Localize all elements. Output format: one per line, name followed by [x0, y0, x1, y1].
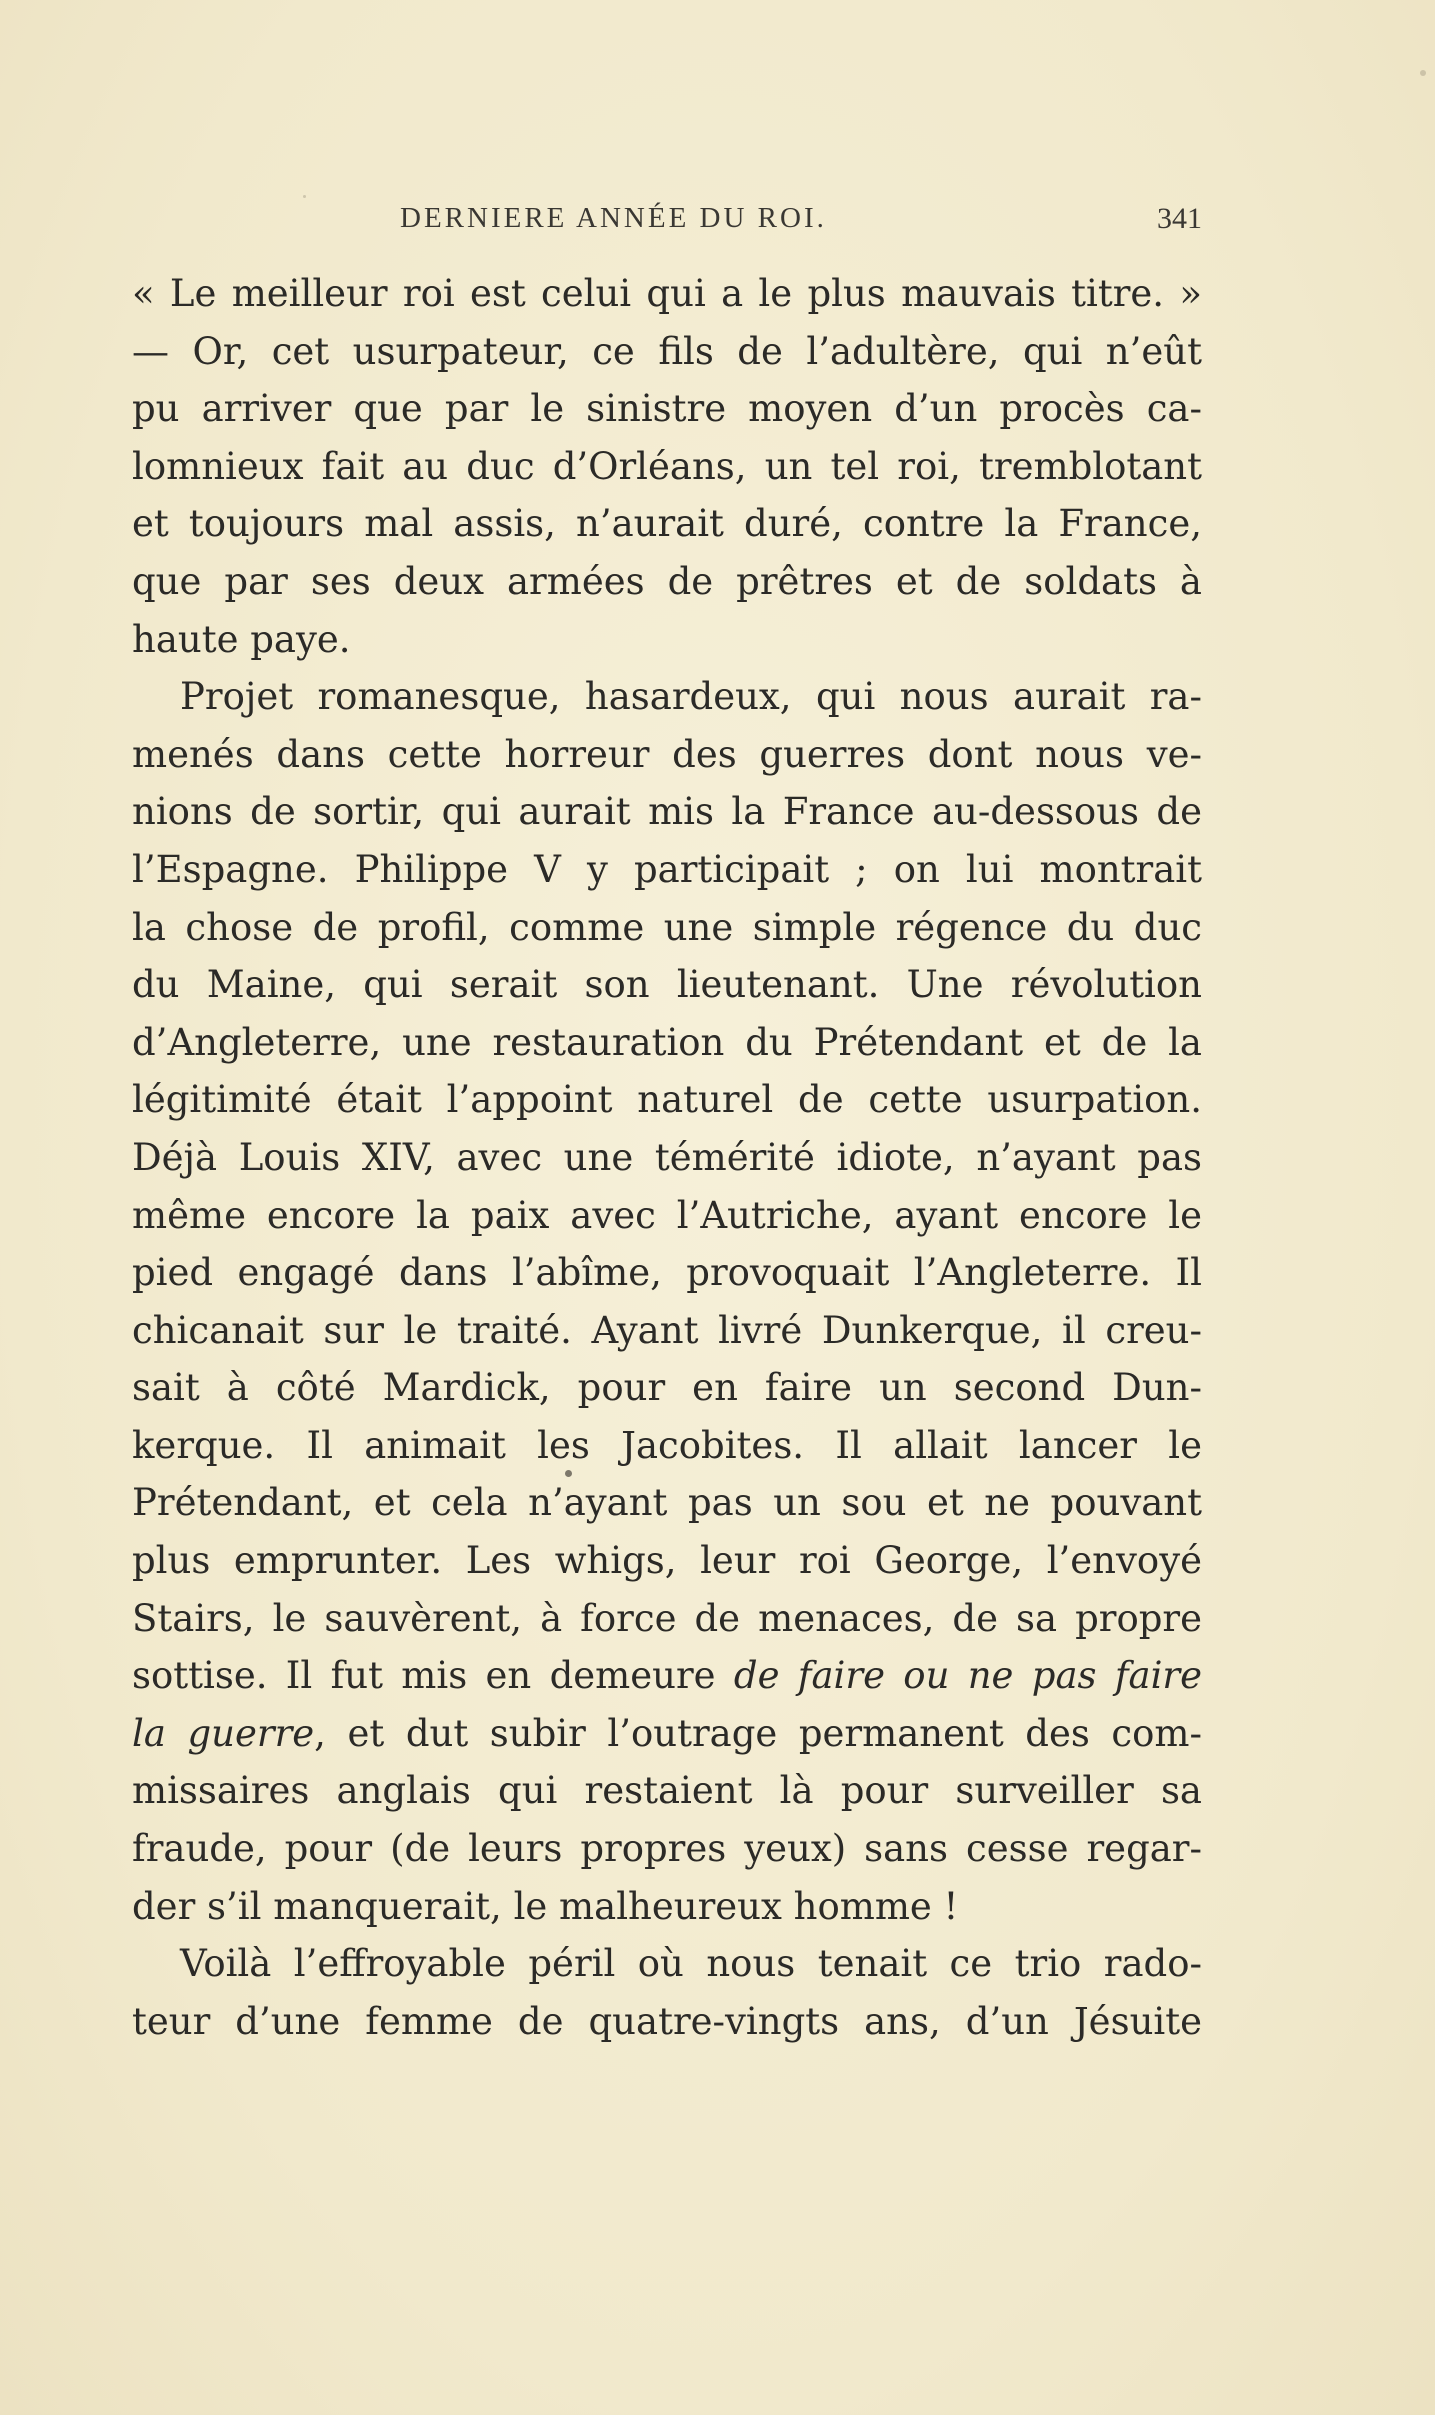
text-line: et toujours mal assis, n’aurait duré, contre la France, [132, 502, 1202, 546]
text-line: nions de sortir, qui aurait mis la France au-dessous de [132, 790, 1202, 834]
text-line: du Maine, qui serait son lieutenant. Une révolution [132, 963, 1202, 1007]
text-line: la chose de profil, comme une simple régence du duc [132, 905, 1202, 949]
text-line: chicanait sur le traité. Ayant livré Dunkerque, il creu- [132, 1308, 1202, 1352]
text-line: l’Espagne. Philippe V y participait ; on lui montrait [132, 847, 1202, 891]
text-line: teur d’une femme de quatre-vingts ans, d’un Jésuite [132, 1999, 1202, 2043]
text-line: pied engagé dans l’abîme, provoquait l’Angleterre. Il [132, 1251, 1202, 1295]
text-line: que par ses deux armées de prêtres et de soldats à [132, 559, 1202, 603]
text-line [132, 1705, 1202, 1763]
text-line: der s’il manquerait, le malheureux homme ! [132, 1884, 959, 1928]
text-line: « Le meilleur roi est celui qui a le plus mauvais titre. » [132, 272, 1202, 315]
text-line: menés dans cette horreur des guerres dont nous ve- [132, 732, 1202, 776]
text-line: même encore la paix avec l’Autriche, ayant encore le [132, 1193, 1202, 1237]
text-line: Voilà l’effroyable péril où nous tenait ce trio rado- [180, 1942, 1202, 1986]
text-line: Projet romanesque, hasardeux, qui nous aurait ra- [180, 675, 1202, 719]
text-line: fraude, pour (de leurs propres yeux) sans cesse regar- [132, 1827, 1202, 1871]
text-run: sottise. Il fut mis en demeure [132, 1654, 734, 1698]
text-line: Stairs, le sauvèrent, à force de menaces, de sa propre [132, 1596, 1202, 1640]
text-line: pu arriver que par le sinistre moyen d’un procès ca- [132, 387, 1202, 431]
text-line: d’Angleterre, une restauration du Prétendant et de la [132, 1020, 1202, 1064]
text-line: plus emprunter. Les whigs, leur roi George, l’envoyé [132, 1539, 1202, 1583]
text-line [132, 1647, 1202, 1705]
text-line: sait à côté Mardick, pour en faire un second Dun- [132, 1366, 1202, 1410]
running-title: DERNIERE ANNÉE DU ROI. [400, 202, 827, 234]
text-line: kerque. Il animait les Jacobites. Il allait lancer le [132, 1423, 1202, 1467]
body-text [132, 265, 1202, 2050]
paper-speck [1420, 70, 1426, 76]
italic-text: de faire ou ne pas faire [733, 1654, 1202, 1698]
italic-text: la guerre [132, 1711, 315, 1755]
text-line: missaires anglais qui restaient là pour surveiller sa [132, 1769, 1202, 1813]
text-line: haute paye. [132, 617, 351, 661]
text-run: , et dut subir l’outrage permanent des com- [314, 1711, 1202, 1755]
text-line: lomnieux fait au duc d’Orléans, un tel roi, tremblotant [132, 444, 1202, 488]
page-number: 341 [1157, 202, 1202, 235]
text-line: — Or, cet usurpateur, ce fils de l’adultère, qui n’eût [132, 329, 1202, 373]
text-line: Prétendant, et cela n’ayant pas un sou et ne pouvant [132, 1481, 1202, 1525]
page-header [130, 202, 1202, 242]
paper-speck [303, 195, 306, 198]
text-line: légitimité était l’appoint naturel de cette usurpation. [132, 1078, 1202, 1122]
text-line: Déjà Louis XIV, avec une témérité idiote, n’ayant pas [132, 1135, 1202, 1179]
